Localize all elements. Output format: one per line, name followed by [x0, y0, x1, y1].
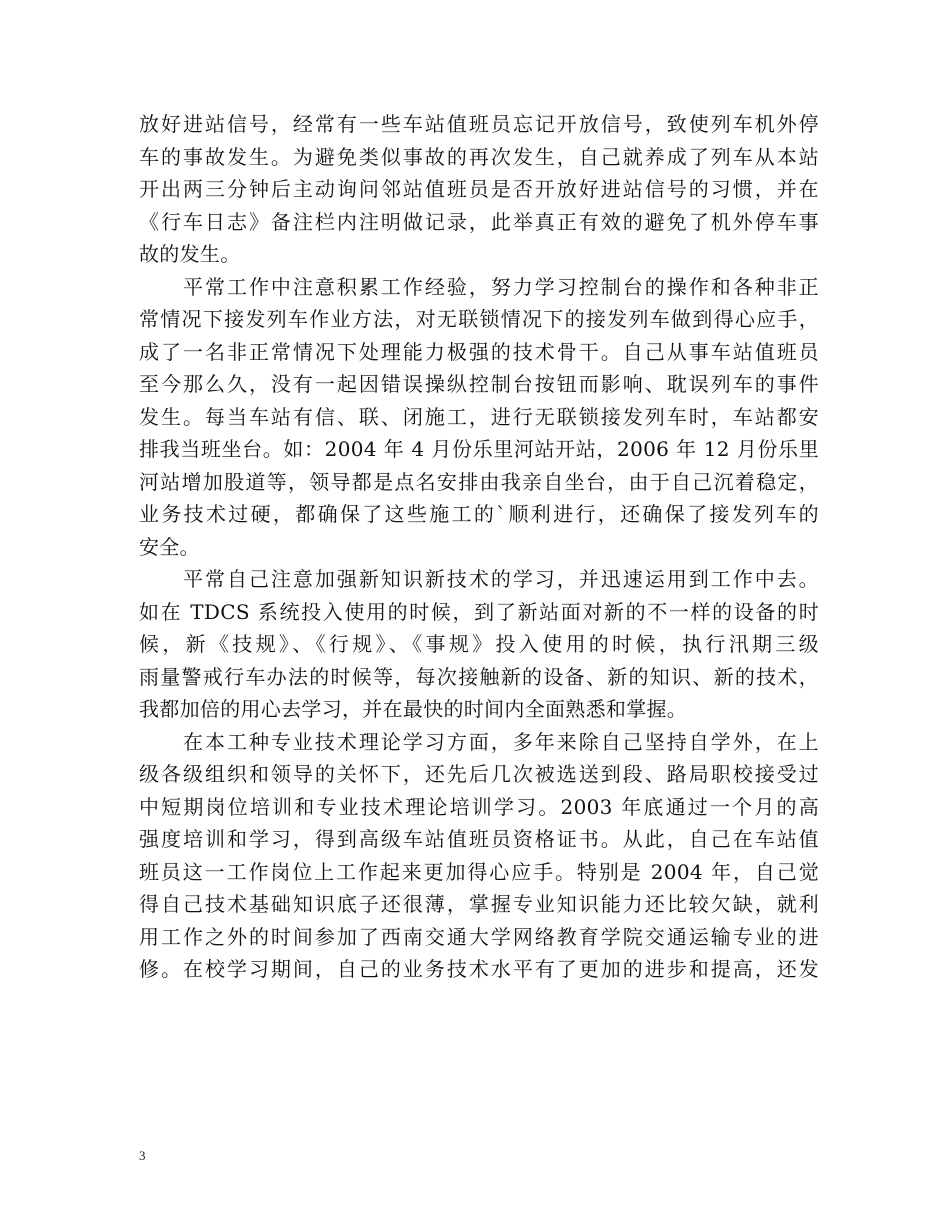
text-line: 我都加倍的用心去学习，并在最快的时间内全面熟悉和掌握。 [139, 697, 688, 721]
text-line: 发生。每当车站有信、联、闭施工，进行无联锁接发列车时，车站都安 [139, 404, 819, 429]
text-line: 安全。 [139, 534, 200, 559]
text-line: 故的发生。 [139, 242, 241, 266]
text-line: 平常自己注意加强新知识新技术的学习，并迅速运用到工作中去。 [139, 567, 819, 591]
text-line: 级各级组织和领导的关怀下，还先后几次被选送到段、路局职校接受过 [139, 762, 819, 786]
text-line: 强度培训和学习，得到高级车站值班员资格证书。从此，自己在车站值 [139, 827, 819, 851]
text-line: 平常工作中注意积累工作经验，努力学习控制台的操作和各种非正 [139, 274, 819, 299]
page-number: 3 [139, 1148, 146, 1163]
text-line: 常情况下接发列车作业方法，对无联锁情况下的接发列车做到得心应手， [139, 307, 819, 331]
text-line: 至今那么久，没有一起因错误操纵控制台按钮而影响、耽误列车的事件 [139, 372, 819, 396]
text-line: 用工作之外的时间参加了西南交通大学网络教育学院交通运输专业的进 [139, 924, 819, 949]
text-line: 班员这一工作岗位上工作起来更加得心应手。特别是 2004 年，自己觉 [139, 859, 819, 884]
text-line: 开出两三分钟后主动询问邻站值班员是否开放好进站信号的习惯，并在 [139, 177, 819, 201]
body-text [139, 108, 819, 986]
text-line: 候，新《技规》、《行规》、《事规》投入使用的时候，执行汛期三级 [139, 632, 819, 656]
text-line: 业务技术过硬，都确保了这些施工的`顺利进行，还确保了接发列车的 [139, 502, 819, 526]
text-line: 排我当班坐台。如：2004 年 4 月份乐里河站开站，2006 年 12 月份乐里 [139, 437, 819, 461]
text-line: 车的事故发生。为避免类似事故的再次发生，自己就养成了列车从本站 [139, 144, 819, 169]
text-line: 放好进站信号，经常有一些车站值班员忘记开放信号，致使列车机外停 [139, 112, 819, 136]
text-line: 得自己技术基础知识底子还很薄，掌握专业知识能力还比较欠缺，就利 [139, 892, 819, 916]
text-line: 雨量警戒行车办法的时候等，每次接触新的设备、新的知识、新的技术， [139, 664, 819, 689]
text-line: 成了一名非正常情况下处理能力极强的技术骨干。自己从事车站值班员 [139, 339, 819, 364]
text-line: 《行车日志》备注栏内注明做记录，此举真正有效的避免了机外停车事 [139, 209, 819, 234]
text-line: 中短期岗位培训和专业技术理论培训学习。2003 年底通过一个月的高 [139, 794, 819, 819]
text-line: 河站增加股道等，领导都是点名安排由我亲自坐台，由于自己沉着稳定， [139, 469, 819, 494]
text-line: 如在 TDCS 系统投入使用的时候，到了新站面对新的不一样的设备的时 [139, 599, 819, 624]
text-line: 在本工种专业技术理论学习方面，多年来除自己坚持自学外，在上 [139, 729, 819, 754]
text-line: 修。在校学习期间，自己的业务技术水平有了更加的进步和提高，还发 [139, 957, 819, 981]
